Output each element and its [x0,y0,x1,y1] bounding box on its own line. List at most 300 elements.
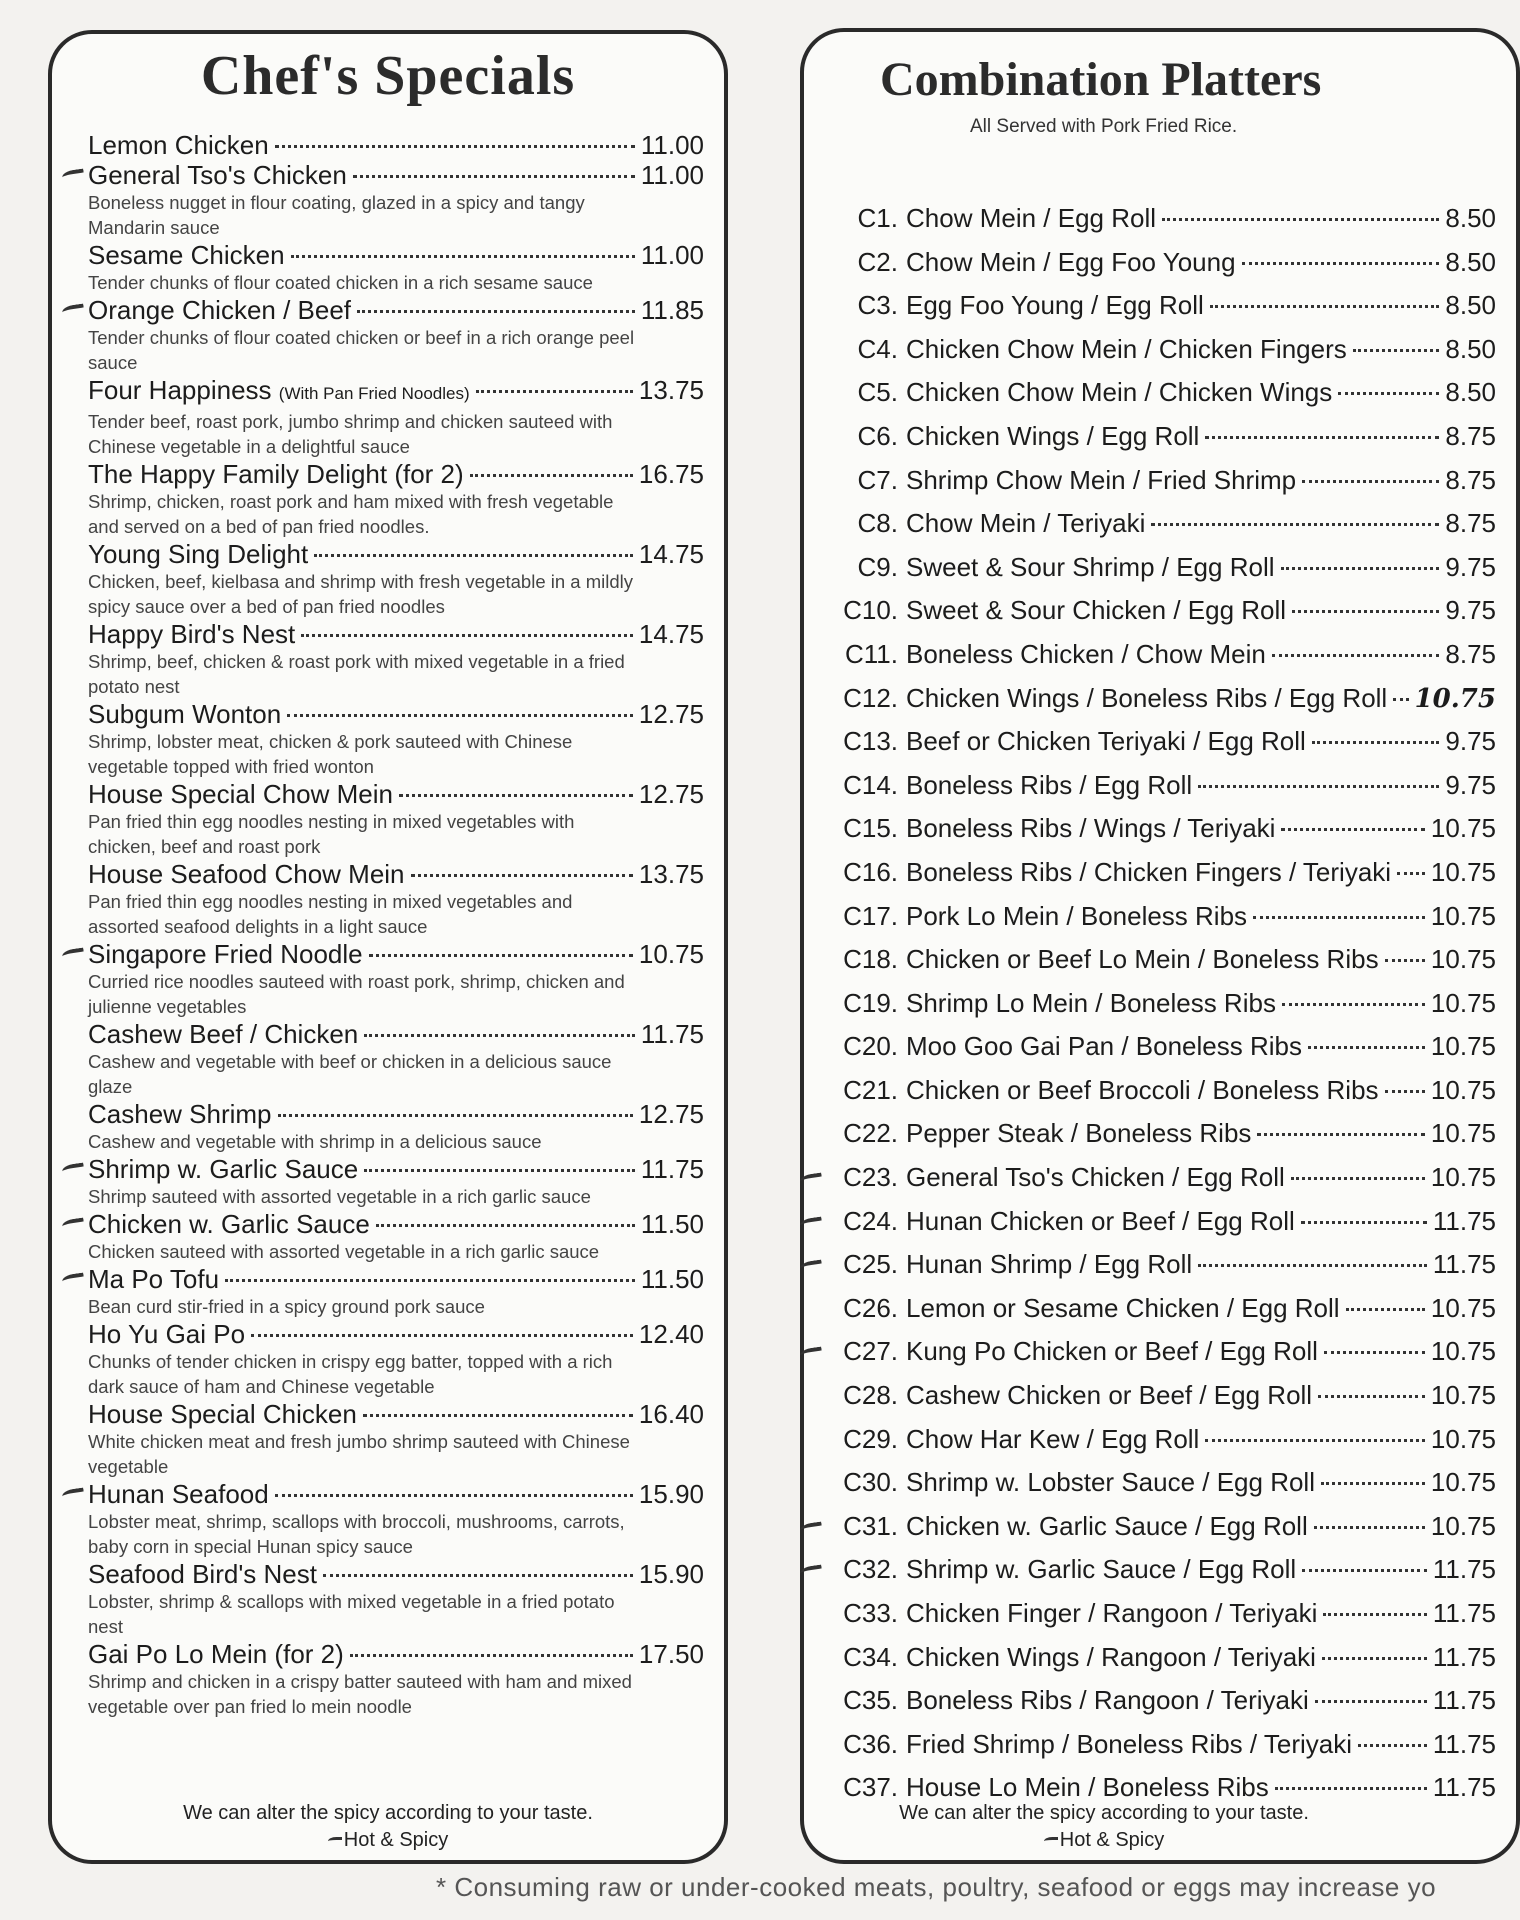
combo-item [804,1723,1516,1767]
combo-name: Cashew Chicken or Beef / Egg Roll [906,1380,1313,1411]
dot-leader [1321,1482,1425,1485]
combo-price: 10.75 [1430,944,1496,975]
menu-item-row [88,939,704,969]
menu-item-description: Bean curd stir-fried in a spicy ground pork sauce [88,1296,485,1317]
combo-item-row [828,328,1516,372]
combo-code: C29. [843,1423,898,1454]
combo-price: 8.50 [1445,377,1496,408]
menu-item-name: Orange Chicken / Beef [88,295,352,325]
menu-item-row [88,160,704,190]
dot-leader [225,1279,635,1282]
dot-leader [1385,1090,1425,1093]
combo-name: Boneless Ribs / Egg Roll [906,769,1193,800]
dot-leader [1257,1133,1425,1136]
combo-item-row [828,851,1516,895]
combo-item-row [828,807,1516,851]
menu-item-description: Cashew and vegetable with beef or chicken in a delicious sauce glaze [88,1051,612,1097]
chefs-specials-title: Chef's Specials [200,45,576,107]
combo-price: 8.50 [1445,246,1496,277]
chili-pepper-icon [1044,1837,1058,1844]
dot-leader [1151,523,1439,526]
menu-item-row [88,1479,704,1509]
menu-item-name: Chicken w. Garlic Sauce [88,1209,370,1239]
combo-price: 10.75 [1430,1074,1496,1105]
chili-pepper-icon [328,1837,342,1844]
combo-name: Boneless Ribs / Wings / Teriyaki [906,813,1276,844]
combo-name: Shrimp Lo Mein / Boneless Ribs [906,987,1276,1018]
combo-item [804,1243,1516,1287]
menu-item [52,1264,724,1319]
combo-item [804,1112,1516,1156]
chili-pepper-icon [61,948,84,961]
combo-item [804,1679,1516,1723]
combo-item [804,1418,1516,1462]
combo-code: C13. [843,726,898,757]
chili-pepper-icon [799,1260,822,1273]
menu-item-row [88,779,704,809]
menu-item-name: The Happy Family Delight (for 2) [88,459,464,489]
combo-code: C10. [843,595,898,626]
menu-item [52,1399,724,1479]
combo-item-row [828,1374,1516,1418]
menu-item [52,699,724,779]
combo-item [804,502,1516,546]
chili-pepper-icon [799,1347,822,1360]
menu-item-row [88,1019,704,1049]
dot-leader [1198,785,1439,788]
combo-name: Chicken w. Garlic Sauce / Egg Roll [906,1510,1308,1541]
combo-name: Chicken Chow Mein / Chicken Fingers [906,333,1347,364]
menu-item-row [88,240,704,270]
menu-item [52,160,724,240]
dot-leader [275,1494,633,1497]
combo-price: 10.75 [1430,1423,1496,1454]
dot-leader [350,1654,633,1657]
dot-leader [364,1034,635,1037]
combo-price: 11.75 [1432,1685,1496,1716]
dot-leader [369,954,633,957]
menu-item-description: Pan fried thin egg noodles nesting in mixed vegetables and assorted seafood delights in a light sauce [88,891,573,937]
combo-name: Shrimp Chow Mein / Fried Shrimp [906,464,1297,495]
menu-item-description: Shrimp, beef, chicken & roast pork with mixed vegetable in a fried potato nest [88,651,625,697]
dot-leader [1282,1003,1425,1006]
combo-item-row [828,1461,1516,1505]
combo-item-row [828,677,1516,722]
menu-item-name: Young Sing Delight [88,539,309,569]
combo-item-row [828,982,1516,1026]
menu-item-name: Cashew Shrimp [88,1099,272,1129]
combo-item [804,1287,1516,1331]
combo-code: C15. [843,813,898,844]
menu-item-price: 15.90 [638,1479,704,1509]
combo-item [804,415,1516,459]
combo-price: 11.75 [1432,1554,1496,1585]
chili-pepper-icon [799,1173,822,1186]
combo-price: 11.75 [1432,1205,1496,1236]
dot-leader [1275,1787,1427,1790]
menu-item-description: Chunks of tender chicken in crispy egg batter, topped with a rich dark sauce of ham and Chinese vegetable [88,1351,613,1397]
menu-item-name: Happy Bird's Nest [88,619,296,649]
chili-pepper-icon [61,1488,84,1501]
combo-code: C11. [845,638,898,669]
combo-item [804,1200,1516,1244]
menu-item [52,295,724,375]
menu-item-price: 12.75 [638,699,704,729]
menu-item-price: 12.75 [638,779,704,809]
combo-price: 11.75 [1432,1249,1496,1280]
combo-code: C17. [843,900,898,931]
combo-code: C27. [843,1336,898,1367]
menu-item-price: 11.85 [640,295,704,325]
combo-name: Hunan Chicken or Beef / Egg Roll [906,1205,1295,1236]
combo-name: Sweet & Sour Chicken / Egg Roll [906,595,1287,626]
combination-platters-footer [804,1800,1404,1854]
combo-code: C37. [843,1772,898,1803]
dot-leader [1242,262,1440,265]
menu-item [52,1319,724,1399]
combo-price: 10.75 [1430,1380,1496,1411]
combo-code: C25. [843,1249,898,1280]
dot-leader [1198,1264,1427,1267]
menu-item-price: 11.75 [640,1019,704,1049]
hot-spicy-legend [804,1827,1404,1854]
combo-price: 11.75 [1432,1641,1496,1672]
combo-code: C8. [857,508,898,539]
combo-code: C19. [843,987,898,1018]
combo-item-row [828,1069,1516,1113]
chili-pepper-icon [799,1216,822,1229]
dot-leader [251,1334,633,1337]
menu-item-row [88,295,704,325]
combo-item [804,1636,1516,1680]
menu-item-description: Lobster, shrimp & scallops with mixed vegetable in a fried potato nest [88,1591,615,1637]
combo-code: C9. [857,551,898,582]
combo-item [804,197,1516,241]
menu-item [52,240,724,295]
combination-platters-subtitle: All Served with Pork Fried Rice. [970,116,1238,137]
menu-item-price: 13.75 [638,859,704,889]
combo-item [804,677,1516,721]
combo-item-row [828,1287,1516,1331]
dot-leader [301,634,633,637]
dot-leader [1291,1177,1425,1180]
combo-item-row [828,1025,1516,1069]
dot-leader [1162,218,1439,221]
combo-code: C21. [843,1074,898,1105]
menu-item-row [88,1559,704,1589]
menu-item-name: Hunan Seafood [88,1479,269,1509]
menu-item [52,619,724,699]
menu-item-name: House Special Chicken [88,1399,357,1429]
spicy-note: We can alter the spicy according to your taste. [899,1802,1309,1824]
dot-leader [376,1224,635,1227]
combo-name: Boneless Ribs / Chicken Fingers / Teriyaki [906,856,1392,887]
dot-leader [291,255,635,258]
menu-item-row [88,699,704,729]
combo-item [804,328,1516,372]
combo-item-row [828,502,1516,546]
combo-code: C3. [857,290,898,321]
menu-item-name: Ho Yu Gai Po [88,1319,246,1349]
menu-item-row [88,1639,704,1669]
dot-leader [1338,392,1439,395]
menu-item-row [88,1209,704,1239]
menu-item-description: Shrimp sauteed with assorted vegetable in a rich garlic sauce [88,1186,591,1207]
menu-item-price: 11.00 [640,130,704,160]
combo-code: C22. [843,1118,898,1149]
menu-item-price: 12.75 [638,1099,704,1129]
dot-leader [476,390,633,393]
combo-item [804,720,1516,764]
menu-item-name: General Tso's Chicken [88,160,347,190]
combo-name: Beef or Chicken Teriyaki / Egg Roll [906,726,1306,757]
combo-price: 10.75 [1430,856,1496,887]
combo-code: C36. [843,1728,898,1759]
combo-code: C26. [843,1292,898,1323]
combo-name: Sweet & Sour Shrimp / Egg Roll [906,551,1275,582]
combo-price: 10.75 [1430,1031,1496,1062]
combo-code: C20. [843,1031,898,1062]
combo-name: Lemon or Sesame Chicken / Egg Roll [906,1292,1340,1323]
chili-pepper-icon [799,1521,822,1534]
combo-name: Shrimp w. Lobster Sauce / Egg Roll [906,1467,1315,1498]
combo-item-row [828,1156,1516,1200]
combo-item [804,1548,1516,1592]
menu-item [52,939,724,1019]
combo-item [804,1374,1516,1418]
dot-leader [323,1574,633,1577]
menu-item-row [88,375,704,409]
combo-price: 10.75 [1430,1162,1496,1193]
combo-item [804,1069,1516,1113]
combo-name: Chow Mein / Egg Foo Young [906,246,1236,277]
combo-code: C16. [843,856,898,887]
menu-item-name: Seafood Bird's Nest [88,1559,317,1589]
combo-item-row [828,1592,1516,1636]
menu-item-price: 12.40 [638,1319,704,1349]
combo-item-row [828,1200,1516,1244]
chefs-specials-footer [52,1800,724,1854]
combo-item-row [828,938,1516,982]
dot-leader [1322,1657,1427,1660]
chili-pepper-icon [61,304,84,317]
combo-price: 10.75 [1430,813,1496,844]
combo-price: 9.75 [1445,595,1496,626]
dot-leader [278,1114,633,1117]
combo-item-row [828,1243,1516,1287]
menu-item-name: Singapore Fried Noodle [88,939,363,969]
combo-name: Chicken Finger / Rangoon / Teriyaki [906,1598,1318,1628]
dot-leader [1302,1569,1427,1572]
dot-leader [470,474,633,477]
dot-leader [353,175,635,178]
menu-item-name: Shrimp w. Garlic Sauce [88,1154,359,1184]
menu-item [52,1209,724,1264]
combo-item [804,1592,1516,1636]
menu-item-row [88,1319,704,1349]
hot-spicy-label: Hot & Spicy [343,1829,449,1851]
combo-code: C1. [857,203,898,233]
menu-item [52,130,724,160]
menu-item-name: House Seafood Chow Mein [88,859,405,889]
menu-item-price: 11.75 [640,1154,704,1184]
combo-item [804,1156,1516,1200]
combo-item [804,938,1516,982]
menu-item-row [88,1399,704,1429]
combo-name: Shrimp w. Garlic Sauce / Egg Roll [906,1554,1297,1585]
combo-price: 8.75 [1445,508,1496,539]
combo-name: Kung Po Chicken or Beef / Egg Roll [906,1336,1318,1367]
dot-leader [1205,1439,1425,1442]
menu-item-description: Chicken, beef, kielbasa and shrimp with fresh vegetable in a mildly spicy sauce over a bed of pan fried noodles [88,571,634,617]
combo-item-row [828,764,1516,808]
combo-price: 11.75 [1432,1728,1496,1759]
combo-item-row [828,633,1516,677]
menu-item-price: 14.75 [638,539,704,569]
combo-item-row [828,720,1516,764]
combo-code: C33. [843,1598,898,1628]
combo-name: Boneless Chicken / Chow Mein [906,638,1266,669]
menu-item-name: Gai Po Lo Mein (for 2) [88,1639,344,1669]
combo-price: 10.75 [1430,1118,1496,1149]
dot-leader [287,714,633,717]
dot-leader [1253,916,1425,919]
menu-item-row [88,539,704,569]
menu-item [52,1559,724,1639]
menu-item-price: 13.75 [638,375,704,405]
combo-item-row [828,1418,1516,1462]
chili-pepper-icon [61,1218,84,1231]
combo-item [804,1330,1516,1374]
combo-item-row [828,1723,1516,1767]
combo-name: Hunan Shrimp / Egg Roll [906,1249,1193,1280]
combo-code: C31. [843,1510,898,1541]
spicy-note: We can alter the spicy according to your taste. [183,1802,593,1824]
combo-price: 10.75 [1430,1336,1496,1367]
combo-name: General Tso's Chicken / Egg Roll [906,1162,1285,1193]
combo-price: 9.75 [1445,726,1496,757]
combo-name: Chicken Wings / Egg Roll [906,420,1200,451]
combo-item [804,982,1516,1026]
combo-code: C4. [857,333,898,364]
dot-leader [1308,1046,1425,1049]
combo-item [804,589,1516,633]
combo-code: C2. [857,246,898,277]
combo-name: Chow Mein / Egg Roll [906,203,1156,233]
combo-item-row [828,371,1516,415]
combo-code: C28. [843,1380,898,1411]
dot-leader [1315,1700,1427,1703]
combo-item [804,1505,1516,1549]
combo-name: Chicken or Beef Broccoli / Boneless Ribs [906,1074,1379,1105]
dot-leader [1318,1395,1425,1398]
combo-name: Egg Foo Young / Egg Roll [906,290,1204,321]
menu-item-price: 17.50 [638,1639,704,1669]
dot-leader [411,874,633,877]
menu-item [52,1639,724,1719]
combo-code: C7. [857,464,898,495]
dot-leader [1210,305,1440,308]
combo-item [804,459,1516,503]
menu-item-price: 11.00 [640,240,704,270]
dot-leader [1397,872,1425,875]
dot-leader [314,554,633,557]
menu-item-price: 11.50 [640,1209,704,1239]
menu-item-row [88,130,704,160]
dot-leader [1272,654,1440,657]
menu-item-name: House Special Chow Mein [88,779,393,809]
dot-leader [1324,1351,1425,1354]
combo-price: 11.75 [1432,1772,1496,1803]
menu-item-row [88,1154,704,1184]
hot-spicy-label: Hot & Spicy [1059,1829,1165,1851]
menu-item-row [88,459,704,489]
dot-leader [1385,959,1425,962]
menu-item [52,375,724,459]
combo-price: 9.75 [1445,769,1496,800]
combo-code: C14. [843,769,898,800]
dot-leader [1281,567,1440,570]
combo-code: C23. [843,1162,898,1193]
menu-item [52,539,724,619]
combo-price: 8.50 [1445,203,1496,233]
combo-code: C34. [843,1641,898,1672]
menu-item-name: Ma Po Tofu [88,1264,220,1294]
dot-leader [357,310,635,313]
menu-item-price: 10.75 [638,939,704,969]
combination-platters-panel [800,28,1520,1864]
menu-item-description: Shrimp and chicken in a crispy batter sauteed with ham and mixed vegetable over pan fried lo mein noodle [88,1671,632,1717]
combo-price: 11.75 [1432,1598,1496,1628]
dot-leader [1281,828,1424,831]
combo-code: C24. [843,1205,898,1236]
dot-leader [399,794,633,797]
menu-item [52,459,724,539]
combo-name: Moo Goo Gai Pan / Boneless Ribs [906,1031,1302,1062]
combo-price: 10.75 [1430,1292,1496,1323]
menu-item-description: White chicken meat and fresh jumbo shrimp sauteed with Chinese vegetable [88,1431,630,1477]
combination-platters-title: Combination Platters [880,53,1322,106]
combo-item [804,371,1516,415]
menu-item-description: Tender beef, roast pork, jumbo shrimp and chicken sauteed with Chinese vegetable in a delightful sauce [88,411,613,457]
dot-leader [1353,349,1440,352]
combo-item [804,1461,1516,1505]
combo-price: 10.75 [1430,987,1496,1018]
combo-item-row [828,546,1516,590]
menu-item [52,779,724,859]
dot-leader [1301,1221,1427,1224]
combo-name: Chow Mein / Teriyaki [906,508,1146,539]
dot-leader [1314,1526,1425,1529]
combo-item-row [828,895,1516,939]
menu-item-row [88,859,704,889]
combo-item [804,1025,1516,1069]
combo-name: House Lo Mein / Boneless Ribs [906,1772,1269,1803]
dot-leader [1312,741,1440,744]
dot-leader [1205,436,1439,439]
dot-leader [1323,1613,1426,1616]
menu-item-name: Subgum Wonton [88,699,282,729]
menu-item-description: Lobster meat, shrimp, scallops with broccoli, mushrooms, carrots, baby corn in special Hunan spicy sauce [88,1511,625,1557]
menu-item-name: Sesame Chicken [88,240,285,270]
combo-item [804,546,1516,590]
combo-price: 9.75 [1445,551,1496,582]
menu-item [52,1479,724,1559]
combo-price: 8.50 [1445,290,1496,321]
combo-name: Fried Shrimp / Boneless Ribs / Teriyaki [906,1728,1353,1759]
menu-item-name: Cashew Beef / Chicken [88,1019,359,1049]
menu-item-row [88,619,704,649]
